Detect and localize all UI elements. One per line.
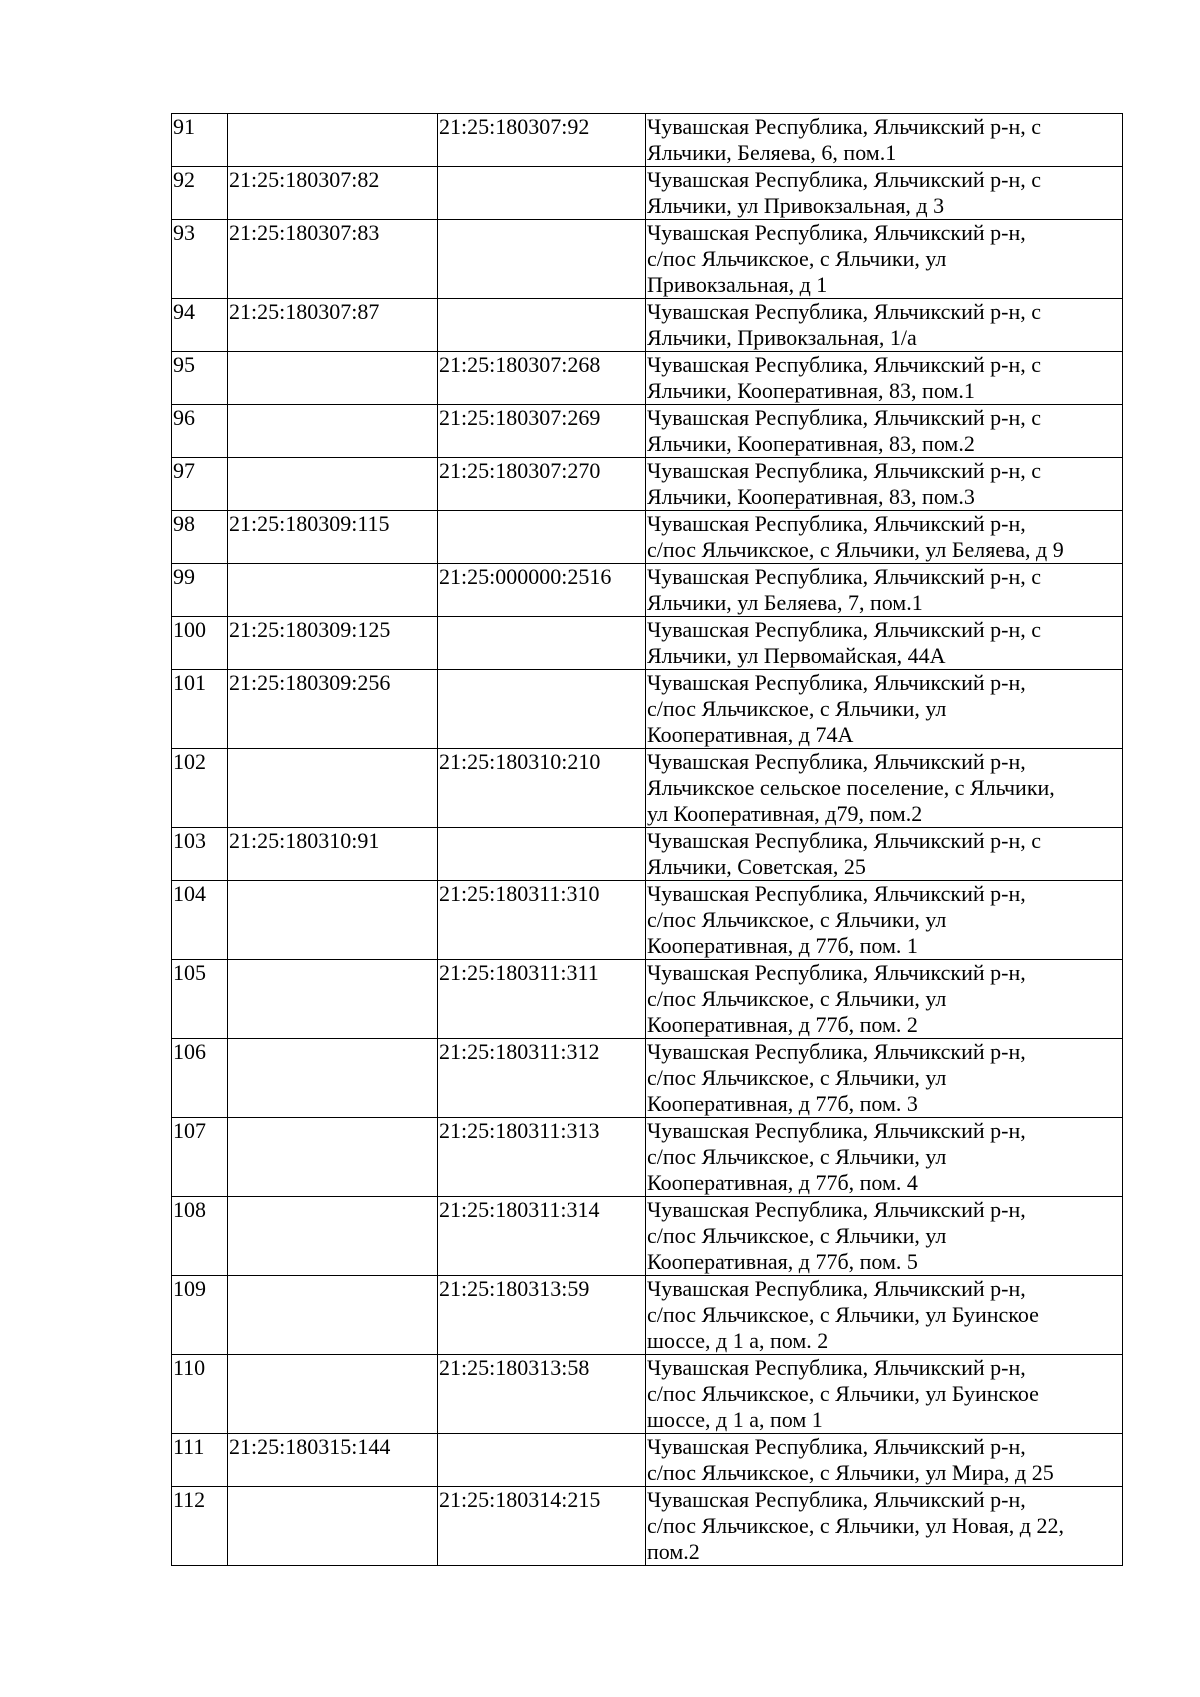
address-line: с/пос Яльчикское, с Яльчики, ул Буинское <box>647 1302 1039 1327</box>
table-row <box>172 405 1123 458</box>
address-line: Чувашская Республика, Яльчикский р-н, <box>647 881 1026 906</box>
row-number-cell: 112 <box>172 1487 228 1566</box>
table-row <box>172 828 1123 881</box>
object-cadastral-number-cell: 21:25:180311:312 <box>438 1039 646 1118</box>
table-row <box>172 352 1123 405</box>
table-row <box>172 511 1123 564</box>
address-line: Яльчики, Привокзальная, 1/а <box>647 325 917 350</box>
row-number-cell: 106 <box>172 1039 228 1118</box>
land-cadastral-number-cell <box>228 405 438 458</box>
address-line: Яльчики, Кооперативная, 83, пом.3 <box>647 484 975 509</box>
object-cadastral-number-cell: 21:25:180313:58 <box>438 1355 646 1434</box>
land-cadastral-number-cell: 21:25:180307:82 <box>228 167 438 220</box>
address-cell <box>646 1434 1123 1487</box>
table-row <box>172 1434 1123 1487</box>
object-cadastral-number-cell: 21:25:180311:313 <box>438 1118 646 1197</box>
land-cadastral-number-cell <box>228 1118 438 1197</box>
address-line: Яльчики, ул Первомайская, 44А <box>647 643 946 668</box>
address-cell <box>646 1487 1123 1566</box>
address-cell <box>646 114 1123 167</box>
object-cadastral-number-cell: 21:25:000000:2516 <box>438 564 646 617</box>
table-row <box>172 458 1123 511</box>
address-cell <box>646 564 1123 617</box>
land-cadastral-number-cell <box>228 881 438 960</box>
address-line: с/пос Яльчикское, с Яльчики, ул Буинское <box>647 1381 1039 1406</box>
object-cadastral-number-cell <box>438 511 646 564</box>
address-cell <box>646 1197 1123 1276</box>
row-number-cell: 107 <box>172 1118 228 1197</box>
address-cell <box>646 828 1123 881</box>
land-cadastral-number-cell <box>228 1487 438 1566</box>
address-cell <box>646 405 1123 458</box>
table-row <box>172 1197 1123 1276</box>
object-cadastral-number-cell <box>438 167 646 220</box>
row-number-cell: 96 <box>172 405 228 458</box>
object-cadastral-number-cell <box>438 828 646 881</box>
row-number-cell: 110 <box>172 1355 228 1434</box>
table-row <box>172 617 1123 670</box>
address-line: с/пос Яльчикское, с Яльчики, ул <box>647 1223 947 1248</box>
table-row <box>172 1276 1123 1355</box>
address-cell <box>646 352 1123 405</box>
object-cadastral-number-cell: 21:25:180307:270 <box>438 458 646 511</box>
object-cadastral-number-cell: 21:25:180314:215 <box>438 1487 646 1566</box>
address-line: Яльчики, Советская, 25 <box>647 854 866 879</box>
row-number-cell: 100 <box>172 617 228 670</box>
address-cell <box>646 458 1123 511</box>
table-row <box>172 220 1123 299</box>
land-cadastral-number-cell <box>228 114 438 167</box>
address-line: Чувашская Республика, Яльчикский р-н, <box>647 1118 1026 1143</box>
address-line: Кооперативная, д 77б, пом. 3 <box>647 1091 918 1116</box>
address-line: пом.2 <box>647 1539 700 1564</box>
land-cadastral-number-cell <box>228 960 438 1039</box>
table-row <box>172 670 1123 749</box>
land-cadastral-number-cell <box>228 1197 438 1276</box>
address-line: Чувашская Республика, Яльчикский р-н, <box>647 1434 1026 1459</box>
address-line: Кооперативная, д 77б, пом. 5 <box>647 1249 918 1274</box>
address-line: Чувашская Республика, Яльчикский р-н, с <box>647 114 1041 139</box>
object-cadastral-number-cell <box>438 617 646 670</box>
table-row <box>172 114 1123 167</box>
object-cadastral-number-cell: 21:25:180311:311 <box>438 960 646 1039</box>
row-number-cell: 104 <box>172 881 228 960</box>
address-line: Чувашская Республика, Яльчикский р-н, <box>647 220 1026 245</box>
address-cell <box>646 670 1123 749</box>
address-line: с/пос Яльчикское, с Яльчики, ул <box>647 1144 947 1169</box>
address-cell <box>646 960 1123 1039</box>
row-number-cell: 94 <box>172 299 228 352</box>
address-line: шоссе, д 1 а, пом 1 <box>647 1407 823 1432</box>
address-line: с/пос Яльчикское, с Яльчики, ул <box>647 986 947 1011</box>
address-line: Чувашская Республика, Яльчикский р-н, с <box>647 299 1041 324</box>
object-cadastral-number-cell: 21:25:180310:210 <box>438 749 646 828</box>
row-number-cell: 93 <box>172 220 228 299</box>
address-cell <box>646 617 1123 670</box>
address-line: Кооперативная, д 77б, пом. 2 <box>647 1012 918 1037</box>
address-line: шоссе, д 1 а, пом. 2 <box>647 1328 829 1353</box>
object-cadastral-number-cell <box>438 1434 646 1487</box>
address-line: Чувашская Республика, Яльчикский р-н, <box>647 511 1026 536</box>
property-registry-table <box>171 113 1123 1566</box>
row-number-cell: 103 <box>172 828 228 881</box>
object-cadastral-number-cell: 21:25:180311:314 <box>438 1197 646 1276</box>
address-line: Чувашская Республика, Яльчикский р-н, <box>647 1276 1026 1301</box>
object-cadastral-number-cell: 21:25:180313:59 <box>438 1276 646 1355</box>
land-cadastral-number-cell <box>228 1355 438 1434</box>
row-number-cell: 91 <box>172 114 228 167</box>
address-line: Чувашская Республика, Яльчикский р-н, <box>647 1197 1026 1222</box>
land-cadastral-number-cell: 21:25:180307:83 <box>228 220 438 299</box>
land-cadastral-number-cell <box>228 352 438 405</box>
address-line: Чувашская Республика, Яльчикский р-н, с <box>647 458 1041 483</box>
address-cell <box>646 1276 1123 1355</box>
object-cadastral-number-cell: 21:25:180311:310 <box>438 881 646 960</box>
address-line: с/пос Яльчикское, с Яльчики, ул Мира, д 25 <box>647 1460 1054 1485</box>
row-number-cell: 99 <box>172 564 228 617</box>
address-cell <box>646 299 1123 352</box>
address-line: с/пос Яльчикское, с Яльчики, ул Беляева, д 9 <box>647 537 1064 562</box>
land-cadastral-number-cell: 21:25:180315:144 <box>228 1434 438 1487</box>
address-line: Кооперативная, д 74А <box>647 722 854 747</box>
address-line: Кооперативная, д 77б, пом. 1 <box>647 933 918 958</box>
row-number-cell: 97 <box>172 458 228 511</box>
table-row <box>172 881 1123 960</box>
address-line: с/пос Яльчикское, с Яльчики, ул <box>647 696 947 721</box>
address-line: Чувашская Республика, Яльчикский р-н, с <box>647 617 1041 642</box>
land-cadastral-number-cell <box>228 1276 438 1355</box>
land-cadastral-number-cell: 21:25:180309:115 <box>228 511 438 564</box>
address-line: Чувашская Республика, Яльчикский р-н, с <box>647 167 1041 192</box>
land-cadastral-number-cell: 21:25:180309:125 <box>228 617 438 670</box>
address-line: ул Кооперативная, д79, пом.2 <box>647 801 923 826</box>
object-cadastral-number-cell: 21:25:180307:92 <box>438 114 646 167</box>
address-line: Яльчики, ул Беляева, 7, пом.1 <box>647 590 923 615</box>
object-cadastral-number-cell <box>438 670 646 749</box>
address-line: Чувашская Республика, Яльчикский р-н, <box>647 960 1026 985</box>
row-number-cell: 108 <box>172 1197 228 1276</box>
row-number-cell: 92 <box>172 167 228 220</box>
address-cell <box>646 881 1123 960</box>
address-line: Яльчики, Кооперативная, 83, пом.1 <box>647 378 975 403</box>
row-number-cell: 101 <box>172 670 228 749</box>
row-number-cell: 98 <box>172 511 228 564</box>
address-cell <box>646 167 1123 220</box>
address-line: Яльчикское сельское поселение, с Яльчики, <box>647 775 1055 800</box>
object-cadastral-number-cell: 21:25:180307:268 <box>438 352 646 405</box>
address-line: Яльчики, Кооперативная, 83, пом.2 <box>647 431 975 456</box>
address-line: с/пос Яльчикское, с Яльчики, ул <box>647 246 947 271</box>
address-line: Чувашская Республика, Яльчикский р-н, с <box>647 405 1041 430</box>
land-cadastral-number-cell <box>228 564 438 617</box>
land-cadastral-number-cell <box>228 1039 438 1118</box>
land-cadastral-number-cell <box>228 749 438 828</box>
address-line: Чувашская Республика, Яльчикский р-н, <box>647 749 1026 774</box>
object-cadastral-number-cell <box>438 220 646 299</box>
row-number-cell: 105 <box>172 960 228 1039</box>
land-cadastral-number-cell: 21:25:180309:256 <box>228 670 438 749</box>
address-cell <box>646 511 1123 564</box>
address-line: Привокзальная, д 1 <box>647 272 828 297</box>
address-cell <box>646 220 1123 299</box>
object-cadastral-number-cell <box>438 299 646 352</box>
address-line: Чувашская Республика, Яльчикский р-н, <box>647 1487 1026 1512</box>
table-row <box>172 299 1123 352</box>
row-number-cell: 95 <box>172 352 228 405</box>
object-cadastral-number-cell: 21:25:180307:269 <box>438 405 646 458</box>
table-row <box>172 1487 1123 1566</box>
row-number-cell: 111 <box>172 1434 228 1487</box>
table-row <box>172 564 1123 617</box>
address-line: Чувашская Республика, Яльчикский р-н, <box>647 670 1026 695</box>
table-row <box>172 960 1123 1039</box>
address-line: Чувашская Республика, Яльчикский р-н, с <box>647 828 1041 853</box>
address-cell <box>646 1355 1123 1434</box>
address-line: Кооперативная, д 77б, пом. 4 <box>647 1170 918 1195</box>
address-cell <box>646 1118 1123 1197</box>
address-line: с/пос Яльчикское, с Яльчики, ул Новая, д 22, <box>647 1513 1064 1538</box>
address-line: с/пос Яльчикское, с Яльчики, ул <box>647 907 947 932</box>
row-number-cell: 102 <box>172 749 228 828</box>
address-line: Яльчики, Беляева, 6, пом.1 <box>647 140 897 165</box>
address-line: Чувашская Республика, Яльчикский р-н, с <box>647 352 1041 377</box>
table-row <box>172 1039 1123 1118</box>
address-line: Яльчики, ул Привокзальная, д 3 <box>647 193 945 218</box>
table-row <box>172 749 1123 828</box>
land-cadastral-number-cell <box>228 458 438 511</box>
registry-body <box>172 114 1123 1566</box>
land-cadastral-number-cell: 21:25:180307:87 <box>228 299 438 352</box>
address-cell <box>646 1039 1123 1118</box>
address-line: Чувашская Республика, Яльчикский р-н, <box>647 1355 1026 1380</box>
table-row <box>172 1118 1123 1197</box>
address-line: Чувашская Республика, Яльчикский р-н, <box>647 1039 1026 1064</box>
table-row <box>172 167 1123 220</box>
land-cadastral-number-cell: 21:25:180310:91 <box>228 828 438 881</box>
address-line: с/пос Яльчикское, с Яльчики, ул <box>647 1065 947 1090</box>
table-row <box>172 1355 1123 1434</box>
address-line: Чувашская Республика, Яльчикский р-н, с <box>647 564 1041 589</box>
row-number-cell: 109 <box>172 1276 228 1355</box>
address-cell <box>646 749 1123 828</box>
